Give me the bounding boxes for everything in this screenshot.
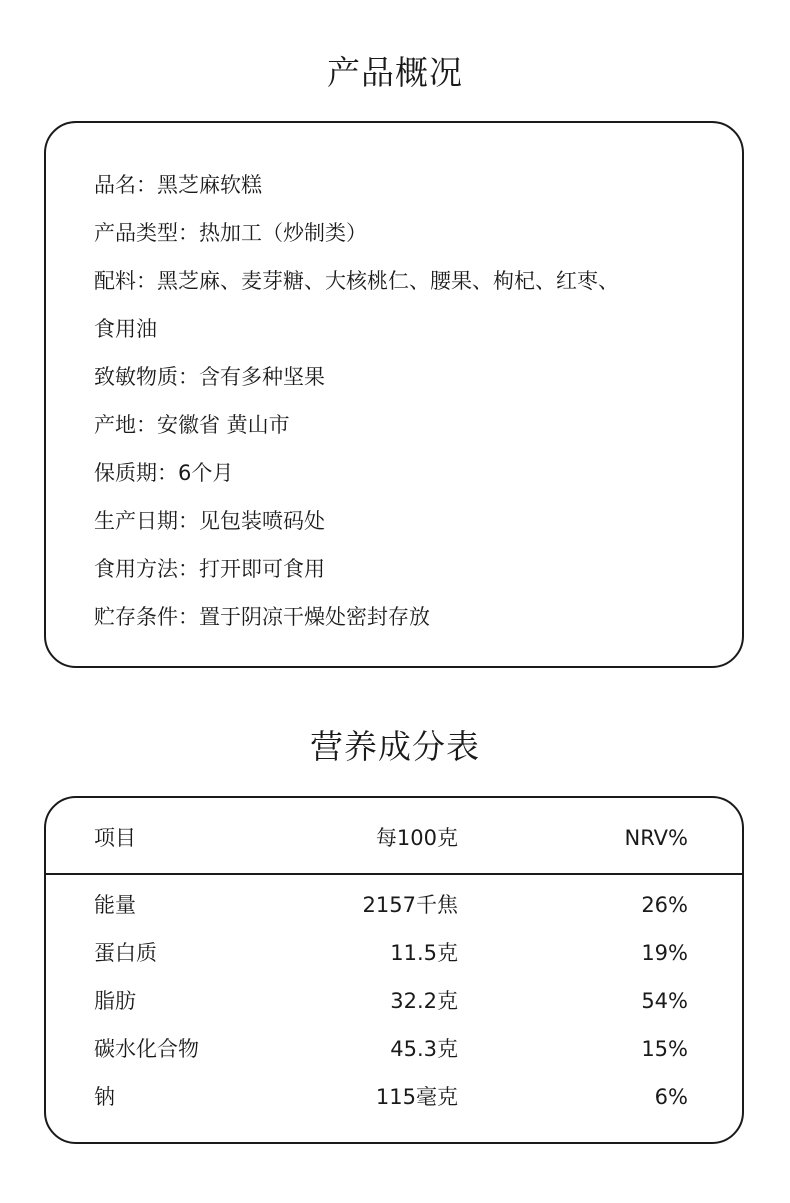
nutrition-table [44,796,744,1144]
shelf-life-line: 保质期：6个月 [94,461,234,485]
row-item: 碳水化合物 [94,1037,199,1061]
product-info-list [94,161,702,641]
row-nrv: 19% [641,941,688,965]
header-divider [46,873,742,875]
header-item: 项目 [94,826,136,850]
row-item: 钠 [94,1085,115,1109]
table-row [46,1029,742,1069]
row-item: 脂肪 [94,989,136,1013]
table-header-row [46,818,742,858]
row-per-100g: 2157千焦 [362,893,458,917]
product-overview-card [44,121,744,668]
table-row [46,981,742,1021]
row-nrv: 15% [641,1037,688,1061]
overview-title: 产品概况 [327,53,463,92]
origin-line: 产地：安徽省 黄山市 [94,413,290,437]
row-nrv: 26% [641,893,688,917]
table-row [46,1077,742,1117]
ingredients-line: 配料：黑芝麻、麦芽糖、大核桃仁、腰果、枸杞、红枣、 [94,269,619,293]
production-date-line: 生产日期：见包装喷码处 [94,509,325,533]
row-nrv: 6% [654,1085,688,1109]
row-nrv: 54% [641,989,688,1013]
row-item: 能量 [94,893,136,917]
row-per-100g: 32.2克 [390,989,458,1013]
row-per-100g: 45.3克 [390,1037,458,1061]
ingredients-line-continued: 食用油 [94,317,157,341]
nutrition-title: 营养成分表 [310,727,480,766]
header-nrv: NRV% [624,826,688,850]
storage-line: 贮存条件：置于阴凉干燥处密封存放 [94,605,430,629]
product-type-line: 产品类型：热加工（炒制类） [94,221,367,245]
row-per-100g: 115毫克 [375,1085,458,1109]
header-per-100g: 每100克 [375,826,458,850]
product-name-line: 品名：黑芝麻软糕 [94,173,262,197]
usage-line: 食用方法：打开即可食用 [94,557,325,581]
row-item: 蛋白质 [94,941,157,965]
row-per-100g: 11.5克 [390,941,458,965]
allergens-line: 致敏物质：含有多种坚果 [94,365,325,389]
table-row [46,933,742,973]
table-row [46,885,742,925]
